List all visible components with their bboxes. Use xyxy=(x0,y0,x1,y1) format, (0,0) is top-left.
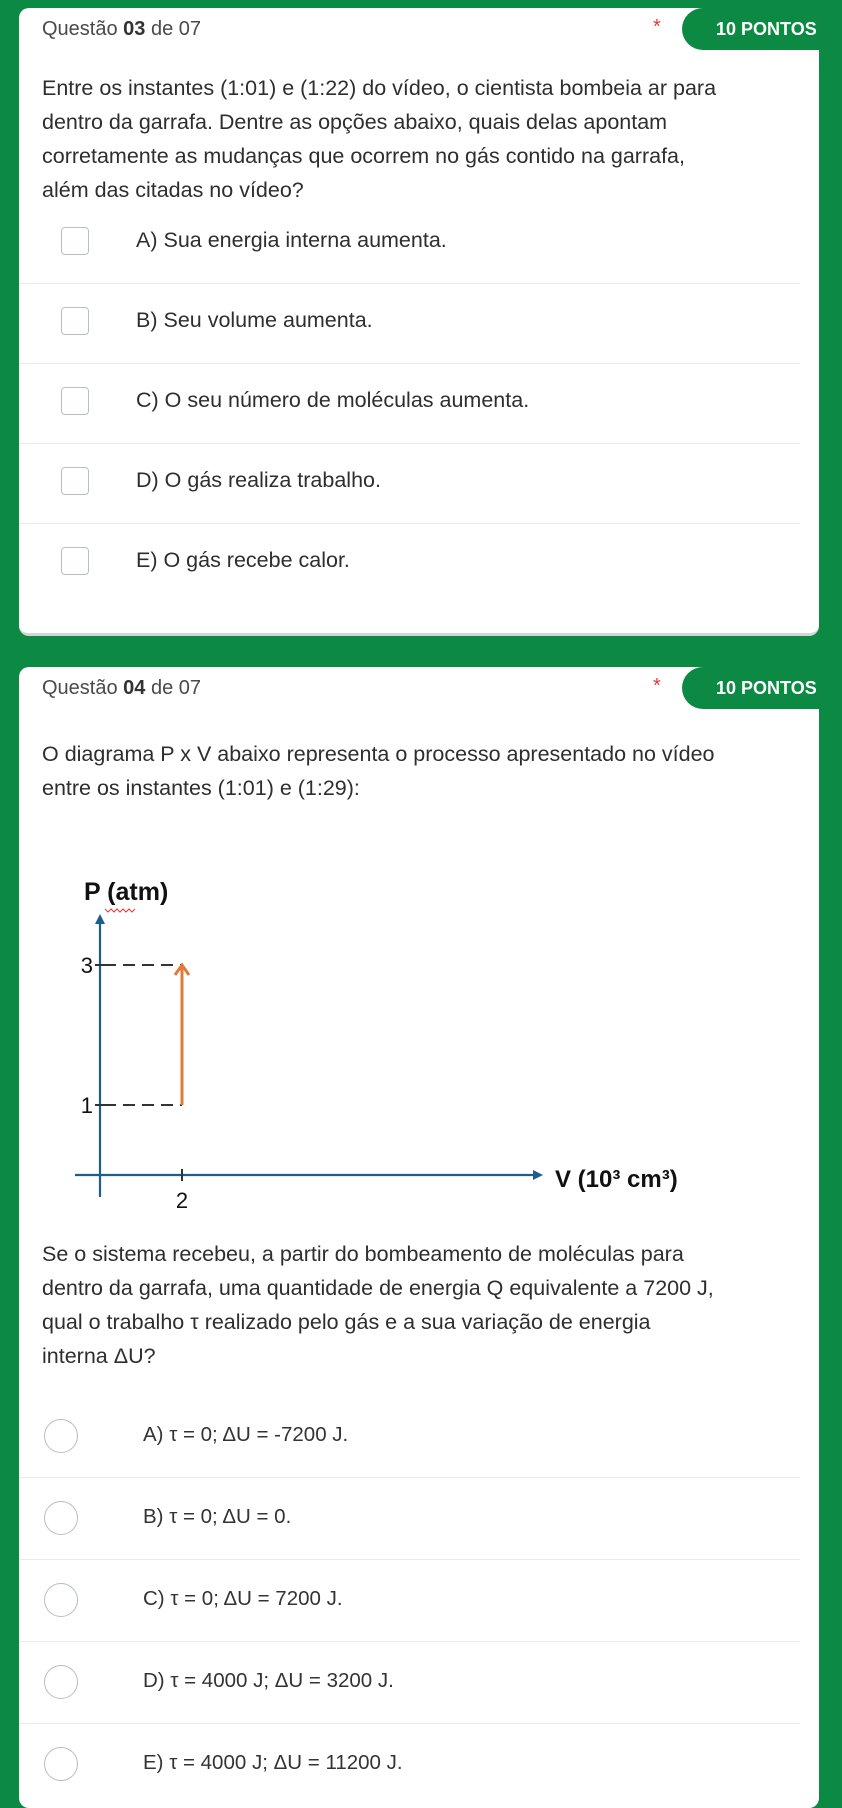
option-label: E) τ = 4000 J; ΔU = 11200 J. xyxy=(143,1751,403,1774)
option-c[interactable] xyxy=(19,1562,800,1642)
x-tick-label: 2 xyxy=(175,1188,189,1213)
option-label: B) Seu volume aumenta. xyxy=(136,308,373,332)
radio-button[interactable] xyxy=(44,1501,78,1535)
option-label: A) Sua energia interna aumenta. xyxy=(136,228,447,252)
points-badge: 10 PONTOS xyxy=(682,667,842,709)
option-label: B) τ = 0; ΔU = 0. xyxy=(143,1505,292,1528)
y-tick-label: 3 xyxy=(80,953,93,978)
option-b[interactable] xyxy=(19,284,800,364)
question-card-04 xyxy=(19,667,819,1808)
option-label: A) τ = 0; ΔU = -7200 J. xyxy=(143,1423,349,1446)
option-label: D) τ = 4000 J; ΔU = 3200 J. xyxy=(143,1669,394,1692)
x-axis-arrowhead xyxy=(533,1170,543,1180)
checkbox[interactable] xyxy=(61,307,89,335)
question-card-03 xyxy=(19,8,819,636)
checkbox[interactable] xyxy=(61,227,89,255)
points-badge: 10 PONTOS xyxy=(682,8,842,50)
option-label: E) O gás recebe calor. xyxy=(136,548,350,572)
radio-button[interactable] xyxy=(44,1419,78,1453)
y-tick-label: 1 xyxy=(80,1093,93,1118)
radio-button[interactable] xyxy=(44,1747,78,1781)
y-axis-arrowhead xyxy=(95,914,105,924)
option-c[interactable] xyxy=(19,364,800,444)
question-statement: O diagrama P x V abaixo representa o processo apresentado no vídeo entre os instantes (1:01) e (1:29): xyxy=(42,742,715,800)
option-a[interactable] xyxy=(19,1398,800,1478)
option-d[interactable] xyxy=(19,444,800,524)
checkbox[interactable] xyxy=(61,467,89,495)
question-number: Questão 03 de 07 xyxy=(42,18,202,40)
question-number: Questão 04 de 07 xyxy=(42,677,202,699)
required-mark: * xyxy=(653,16,661,38)
question-statement-2: Se o sistema recebeu, a partir do bombeamento de moléculas para dentro da garrafa, uma quantidade de energia Q equivalente a 7200 J, qual o trabalho τ realizado pelo gás e a sua variação de energia interna ΔU? xyxy=(42,1242,714,1368)
required-mark: * xyxy=(653,675,661,697)
option-d[interactable] xyxy=(19,1644,800,1724)
option-a[interactable] xyxy=(19,204,800,284)
checkbox[interactable] xyxy=(61,387,89,415)
option-b[interactable] xyxy=(19,1480,800,1560)
checkbox[interactable] xyxy=(61,547,89,575)
spellcheck-underline xyxy=(105,909,135,912)
option-label: C) O seu número de moléculas aumenta. xyxy=(136,388,530,412)
radio-button[interactable] xyxy=(44,1583,78,1617)
x-axis-label: V (10³ cm³) xyxy=(555,1166,678,1193)
question-statement: Entre os instantes (1:01) e (1:22) do vídeo, o cientista bombeia ar para dentro da garrafa. Dentre as opções abaixo, quais delas apontam corretamente as mudanças que ocorrem no gás contido na garrafa, além das citadas no vídeo? xyxy=(42,76,717,202)
option-e[interactable] xyxy=(19,1726,800,1806)
option-e[interactable] xyxy=(19,524,800,604)
radio-button[interactable] xyxy=(44,1665,78,1699)
y-axis-label: P (atm) xyxy=(84,878,169,906)
option-label: C) τ = 0; ΔU = 7200 J. xyxy=(143,1587,343,1610)
option-label: D) O gás realiza trabalho. xyxy=(136,468,381,492)
